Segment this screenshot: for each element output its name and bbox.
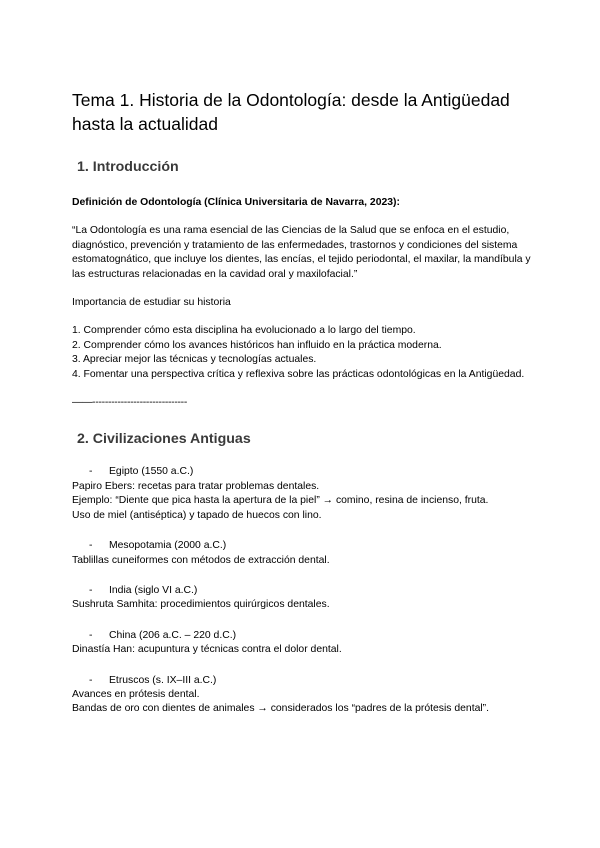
document-title: Tema 1. Historia de la Odontología: desde la Antigüedad hasta la actualidad (72, 90, 510, 134)
civilization-line: Avances en prótesis dental. (72, 688, 200, 700)
definition-quote: “La Odontología es una rama esencial de las Ciencias de la Salud que se enfoca en el estudio, diagnóstico, prevención y tratamiento de las enfermedades, trastornos y condiciones del sistema estomatognático, que incluye los dientes, las encías, el tejido periodontal, el maxilar, la mandíbula y las estructuras relacionadas en la cavidad oral y maxilofacial.” (72, 225, 531, 280)
section-heading-civilizaciones: 2. Civilizaciones Antiguas (77, 431, 251, 448)
civilization-line: Uso de miel (antiséptica) y tapado de huecos con lino. (72, 509, 322, 521)
importance-item: 4. Fomentar una perspectiva crítica y reflexiva sobre las prácticas odontológicas en la Antigüedad. (72, 368, 525, 380)
section-heading-introduccion: 1. Introducción (77, 159, 179, 175)
civilization-name: Etruscos (s. IX–III a.C.) (109, 674, 217, 686)
document-content (72, 88, 532, 717)
importance-label: Importancia de estudiar su historia (72, 297, 231, 309)
civilization-india (72, 584, 532, 613)
civilization-mesopotamia (72, 539, 532, 568)
importance-item: 3. Apreciar mejor las técnicas y tecnologías actuales. (72, 354, 317, 366)
civilization-line: Bandas de oro con dientes de animales → considerados los “padres de la prótesis dental”. (72, 703, 490, 715)
civilization-etruscos (72, 674, 532, 717)
bullet-dash: - (89, 674, 93, 686)
civilization-name: China (206 a.C. – 220 d.C.) (109, 629, 237, 641)
definition-heading: Definición de Odontología (Clínica Universitaria de Navarra, 2023): (72, 197, 400, 208)
civilization-line: Sushruta Samhita: procedimientos quirúrgicos dentales. (72, 599, 330, 611)
civilization-china (72, 629, 532, 658)
civilization-name: Egipto (1550 a.C.) (109, 466, 194, 478)
civilization-egipto (72, 465, 532, 523)
importance-item: 2. Comprender cómo los avances históricos han influido en la práctica moderna. (72, 339, 442, 351)
bullet-dash: - (89, 466, 93, 478)
civilization-line: Dinastía Han: acupuntura y técnicas contra el dolor dental. (72, 644, 342, 656)
separator-line: ——------------------------------ (72, 397, 187, 409)
civilization-name: Mesopotamia (2000 a.C.) (109, 540, 227, 552)
bullet-dash: - (89, 629, 93, 641)
civilization-line: Tablillas cuneiformes con métodos de extracción dental. (72, 554, 330, 566)
importance-list (72, 324, 532, 382)
civilizations-list (72, 465, 532, 716)
bullet-dash: - (89, 584, 93, 596)
civilization-line: Papiro Ebers: recetas para tratar problemas dentales. (72, 480, 320, 492)
civilization-line: Ejemplo: “Diente que pica hasta la apertura de la piel” → comino, resina de incienso, fruta. (72, 495, 489, 507)
civilization-name: India (siglo VI a.C.) (109, 584, 198, 596)
importance-item: 1. Comprender cómo esta disciplina ha evolucionado a lo largo del tiempo. (72, 325, 416, 337)
bullet-dash: - (89, 540, 93, 552)
